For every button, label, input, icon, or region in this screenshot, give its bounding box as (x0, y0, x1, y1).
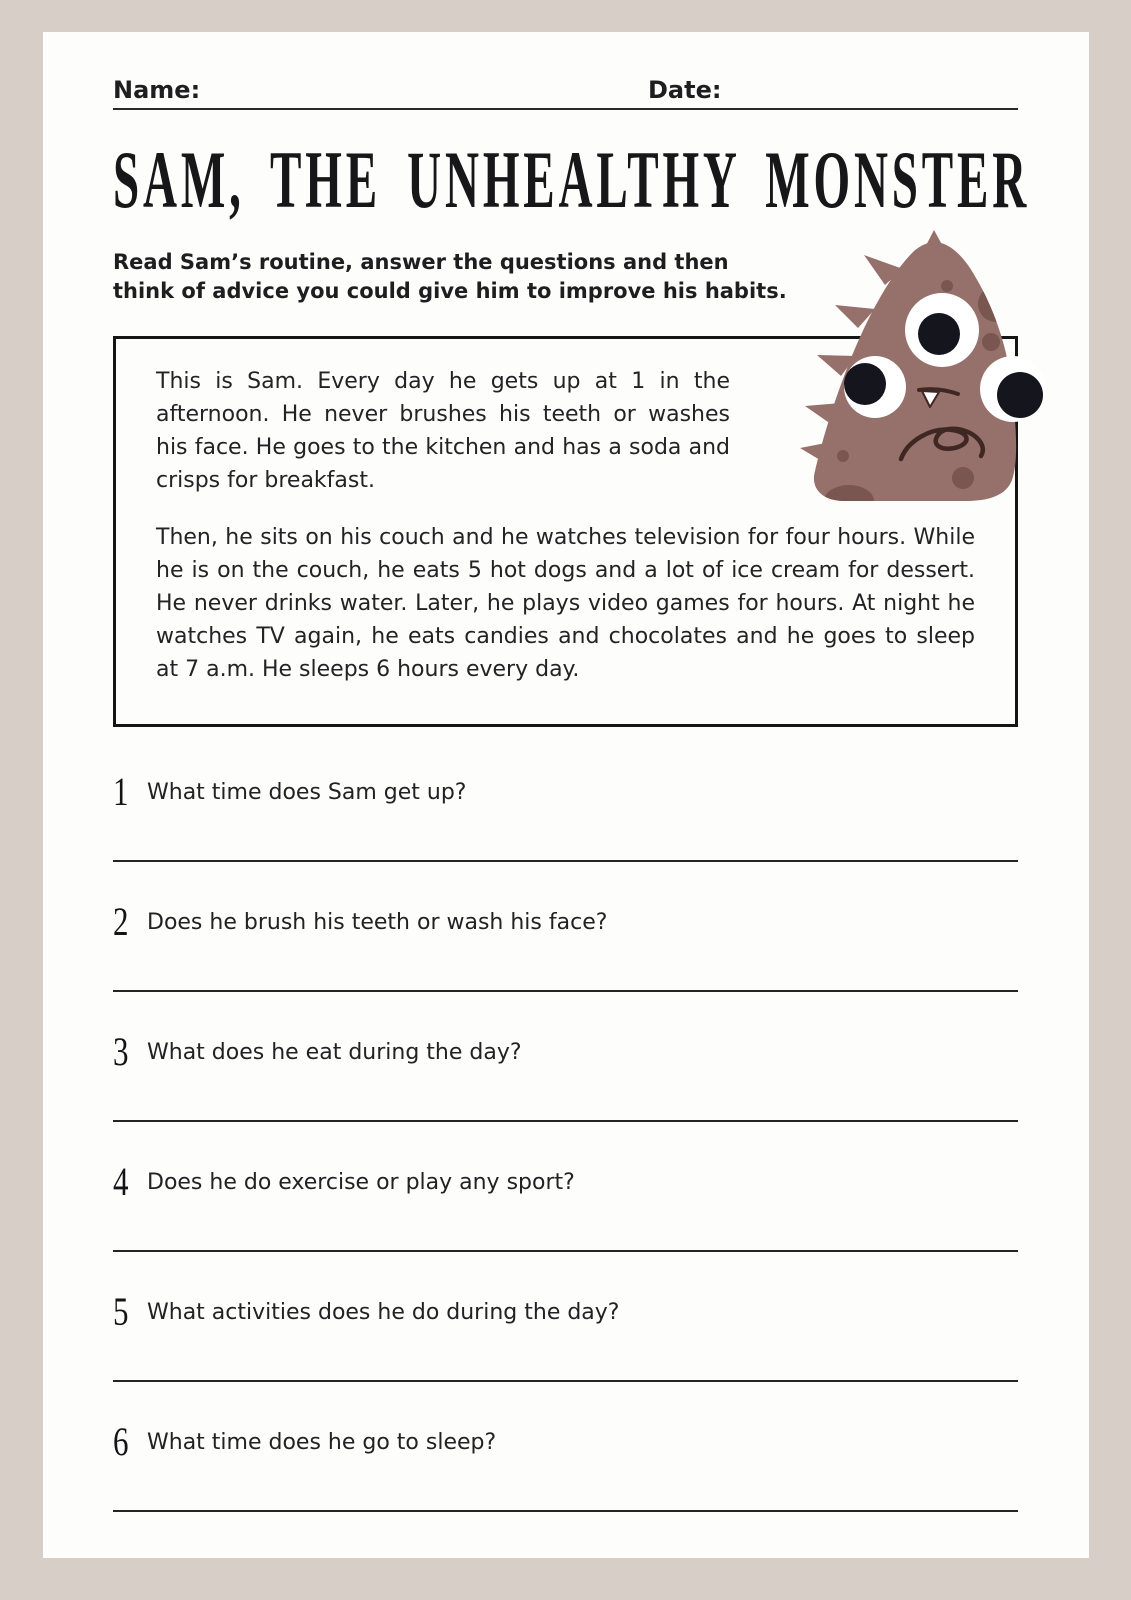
question-item-5 (113, 1288, 1018, 1382)
name-label: Name: (113, 76, 201, 104)
page-title (113, 135, 1031, 226)
answer-line-3[interactable] (113, 1120, 1018, 1122)
question-text-2: Does he brush his teeth or wash his face? (147, 910, 608, 935)
question-number-5: 5 (113, 1288, 129, 1335)
date-label: Date: (648, 76, 722, 104)
answer-line-4[interactable] (113, 1250, 1018, 1252)
question-text-5: What activities does he do during the day? (147, 1300, 620, 1325)
question-number-6: 6 (113, 1418, 129, 1465)
instructions-line-2: think of advice you could give him to improve his habits. (113, 279, 787, 303)
question-text-4: Does he do exercise or play any sport? (147, 1170, 575, 1195)
question-number-3: 3 (113, 1028, 129, 1075)
name-date-fill-line[interactable] (113, 108, 1018, 110)
question-item-6 (113, 1418, 1018, 1512)
page-title-text: SAM, THE UNHEALTHY MONSTER (113, 135, 1031, 226)
answer-line-2[interactable] (113, 990, 1018, 992)
header-row (113, 75, 1018, 105)
question-item-1 (113, 768, 1018, 862)
question-text-6: What time does he go to sleep? (147, 1430, 497, 1455)
answer-line-6[interactable] (113, 1510, 1018, 1512)
monster-illustration (800, 228, 1050, 513)
question-item-2 (113, 898, 1018, 992)
question-item-3 (113, 1028, 1018, 1122)
question-number-4: 4 (113, 1158, 129, 1205)
question-text-1: What time does Sam get up? (147, 780, 467, 805)
question-text-3: What does he eat during the day? (147, 1040, 522, 1065)
passage-paragraph-1: This is Sam. Every day he gets up at 1 in the afternoon. He never brushes his teeth or washes his face. He goes to the kitchen and has a soda and crisps for breakfast. (156, 369, 730, 493)
question-list (113, 768, 1018, 1512)
question-number-1: 1 (113, 768, 129, 815)
passage-paragraph-2: Then, he sits on his couch and he watches television for four hours. While he is on the couch, he eats 5 hot dogs and a lot of ice cream for dessert. He never drinks water. Later, he plays video games for hours. At night he watches TV again, he eats candies and chocolates and he goes to sleep at 7 a.m. He sleeps 6 hours every day. (156, 525, 975, 682)
instructions-line-1: Read Sam’s routine, answer the questions and then (113, 250, 729, 274)
worksheet-page (43, 32, 1089, 1558)
answer-line-5[interactable] (113, 1380, 1018, 1382)
answer-line-1[interactable] (113, 860, 1018, 862)
question-item-4 (113, 1158, 1018, 1252)
question-number-2: 2 (113, 898, 129, 945)
